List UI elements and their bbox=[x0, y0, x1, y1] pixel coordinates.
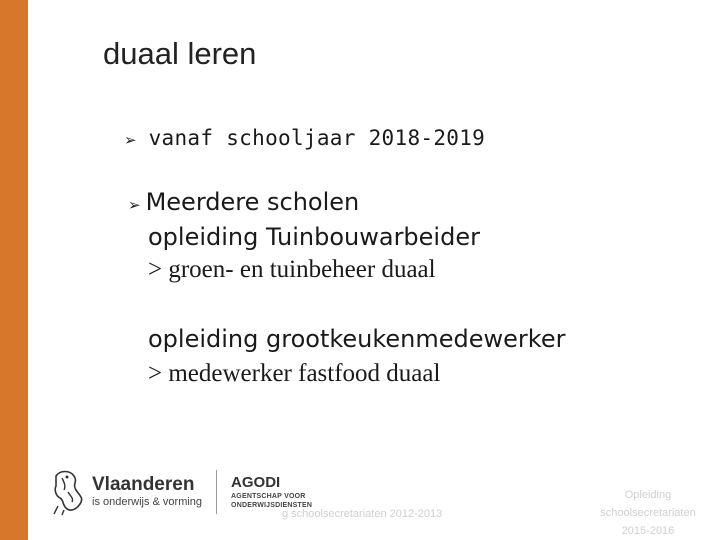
medewerker-fastfood-duaal: > medewerker fastfood duaal bbox=[148, 360, 441, 387]
agodi-name: AGODI bbox=[231, 474, 281, 491]
bullet-heading: Meerdere scholen bbox=[145, 188, 360, 216]
bullet-item-schooljaar bbox=[124, 126, 485, 150]
logo-divider bbox=[216, 470, 217, 514]
opleiding-tuinbouwarbeider: opleiding Tuinbouwarbeider bbox=[148, 223, 480, 251]
vlaanderen-subtitle: is onderwijs & vorming bbox=[92, 496, 203, 508]
vlaanderen-name: Vlaanderen bbox=[92, 474, 195, 495]
groen-tuinbeheer-duaal: > groen- en tuinbeheer duaal bbox=[148, 256, 436, 283]
footer-right-line3: 2015-2016 bbox=[621, 525, 675, 537]
bullet-item-scholen bbox=[128, 188, 359, 216]
footer-center-text: g schoolsecretariaten 2012-2013 bbox=[282, 508, 443, 520]
footer-right-text bbox=[578, 486, 718, 540]
agodi-subtitle-2: ONDERWIJSDIENSTEN bbox=[231, 502, 313, 509]
bullet-text: vanaf schooljaar 2018-2019 bbox=[148, 126, 486, 150]
vlaanderen-lion-icon bbox=[50, 468, 86, 516]
accent-side-bar bbox=[0, 0, 28, 540]
footer-right-line2: schoolsecretariaten bbox=[600, 507, 696, 519]
footer-logos bbox=[50, 468, 312, 516]
agodi-subtitle-1: AGENTSCHAP VOOR bbox=[231, 493, 306, 500]
arrow-bullet-icon: ➢ bbox=[128, 196, 141, 214]
arrow-bullet-icon: ➢ bbox=[124, 131, 137, 149]
slide-title: duaal leren bbox=[103, 36, 257, 71]
footer-right-line1: Opleiding bbox=[624, 489, 672, 501]
opleiding-grootkeukenmedewerker: opleiding grootkeukenmedewerker bbox=[148, 325, 566, 353]
